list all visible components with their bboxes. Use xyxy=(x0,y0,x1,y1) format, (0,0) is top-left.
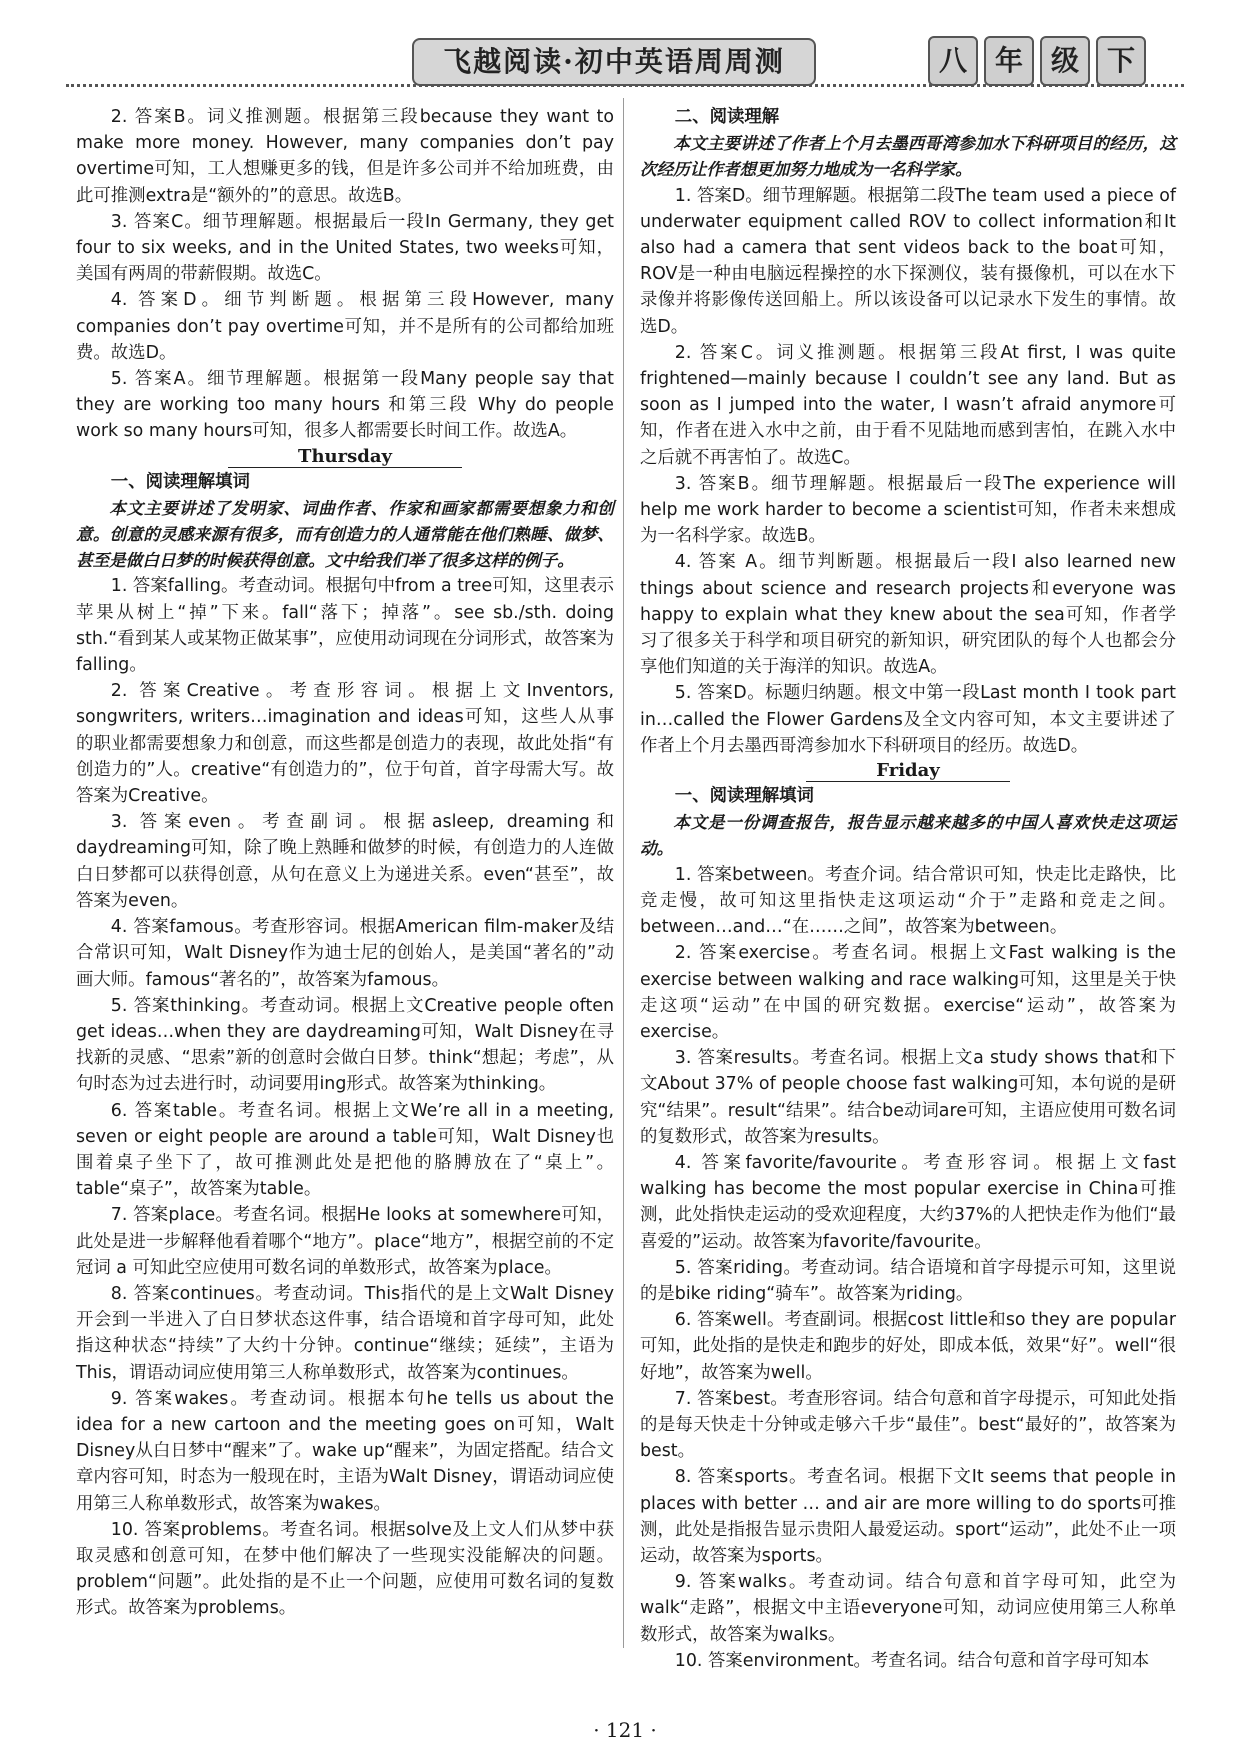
answer-paragraph: 5. 答案D。标题归纳题。根文中第一段Last month I took part in…called the Flower Gardens及全文内容可知，本文主要讲述了作者上个月去墨西哥湾参加水下科研项目的经历。故选D。 xyxy=(640,683,1176,756)
column-divider xyxy=(623,98,624,1648)
day-heading-thursday xyxy=(76,445,614,469)
answer-paragraph: 4. 答案favorite/favourite。考查形容词。根据上文fast walking has become the most popular exercise in China可推测，此处指快走运动的受欢迎程度，大约37%的人把快走作为他们“最喜爱的”运动。故答案为favorite/favourite。 xyxy=(640,1152,1176,1252)
page-number: · 121 · xyxy=(593,1718,657,1742)
answer-paragraph: 1. 答案between。考查介词。结合常识可知，快走比走路快，比竞走慢，故可知这里指快走这项运动“介于”走路和竞走之间。between…and…“在……之间”，故答案为between。 xyxy=(640,864,1176,938)
answer-paragraph: 10. 答案environment。考查名词。结合句意和首字母可知本 xyxy=(674,1650,1150,1671)
answer-paragraph: 5. 答案A。细节理解题。根据第一段Many people say that they are working too many hours 和第三段 Why do people work so many hours可知，很多人都需要长时间工作。故选A。 xyxy=(76,369,614,442)
answer-paragraph: 9. 答案walks。考查动词。结合句意和首字母可知，此空为walk“走路”，根据文中主语everyone可知，动词应使用第三人称单数形式，故答案为walks。 xyxy=(640,1572,1176,1645)
answer-paragraph: 5. 答案riding。考查动词。结合语境和首字母提示可知，这里说的是bike riding“骑车”。故答案为riding。 xyxy=(640,1257,1176,1304)
header-dotted-rule xyxy=(66,84,1184,89)
answer-paragraph: 7. 答案best。考查形容词。结合句意和首字母提示，可知此处指的是每天快走十分钟或走够六千步“最佳”。best“最好的”，故答案为best。 xyxy=(640,1388,1176,1462)
answer-paragraph: 2. 答案C。词义推测题。根据第三段At first, I was quite frightened—mainly because I couldn’t see any land. But as soon as I jumped into the water, I wasn’t afraid anymore可知，作者在进入水中之前，由于看不见陆地而感到害怕，在跳入水中之后就不再害怕了。故选C。 xyxy=(640,342,1176,468)
book-title-banner: 飞越阅读·初中英语周周测 xyxy=(412,38,816,86)
day-heading-label: Friday xyxy=(806,760,1010,782)
answer-paragraph: 3. 答案C。细节理解题。根据最后一段In Germany, they get four to six weeks, and in the United States, two weeks可知，美国有两周的带薪假期。故选C。 xyxy=(76,211,614,285)
answer-paragraph: 8. 答案continues。考查动词。This指代的是上文Walt Disney开会到一半进入了白日梦状态这件事，结合语境和首字母可知，此处指这种状态“持续”了大约十分钟。continue“继续；延续”，主语为This，谓语动词应使用第三人称单数形式，故答案为continues。 xyxy=(76,1283,614,1383)
grade-char: 下 xyxy=(1096,36,1146,86)
answer-paragraph: 10. 答案problems。考查名词。根据solve及上文人们从梦中获取灵感和创意可知，在梦中他们解决了一些现实没能解决的问题。problem“问题”。此处指的是不止一个问题，应使用可数名词的复数形式。故答案为problems。 xyxy=(76,1519,614,1619)
answer-paragraph: 5. 答案thinking。考查动词。根据上文Creative people often get ideas…when they are daydreaming可知，Walt Disney在寻找新的灵感、“思索”新的创意时会做白日梦。think“想起；考虑”，从句时态为过去进行时，动词要用ing形式。故答案为thinking。 xyxy=(76,995,614,1095)
section-title: 一、阅读理解填词 xyxy=(110,471,250,492)
grade-char: 年 xyxy=(984,36,1034,86)
answer-paragraph: 2. 答案exercise。考查名词。根据上文Fast walking is the exercise between walking and race walking可知，这里是关于快走这项“运动”在中国的研究数据。exercise“运动”，故答案为exercise。 xyxy=(640,943,1176,1042)
answer-paragraph: 8. 答案sports。考查名词。根据下文It seems that people in places with better … and air are more willing to do sports可推测，此处是指报告显示贵阳人最爱运动。sport“运动”，此处不止一项运动，故答案为sports。 xyxy=(640,1467,1176,1566)
answer-paragraph: 4. 答案famous。考查形容词。根据American film-maker及结合常识可知，Walt Disney作为迪士尼的创始人，是美国“著名的”动画大师。famous“著名的”，故答案为famous。 xyxy=(76,917,614,990)
passage-summary: 本文主要讲述了作者上个月去墨西哥湾参加水下科研项目的经历，这次经历让作者想更加努力地成为一名科学家。 xyxy=(640,133,1176,180)
answer-paragraph: 1. 答案D。细节理解题。根据第二段The team used a piece of underwater equipment called ROV to collect information和It also had a camera that sent videos back to the boat可知，ROV是一种由电脑远程操控的水下探测仪，装有摄像机，可以在水下录像并将影像传送回船上。所以该设备可以记录水下发生的事情。故选D。 xyxy=(640,185,1176,337)
section-title: 一、阅读理解填词 xyxy=(674,786,814,807)
answer-paragraph: 3. 答案results。考查名词。根据上文a study shows that和下文About 37% of people choose fast walking可知，本句说的是研究“结果”。result“结果”。结合be动词are可知，主语应使用可数名词的复数形式，故答案为results。 xyxy=(640,1048,1176,1147)
right-column xyxy=(640,104,1176,1674)
answer-paragraph: 3. 答案even。考查副词。根据asleep, dreaming和daydreaming可知，除了晚上熟睡和做梦的时候，有创造力的人连做白日梦都可以获得创意，从句在意义上为递进关系。even“甚至”，故答案为even。 xyxy=(76,812,614,911)
answer-paragraph: 4. 答案D。细节判断题。根据第三段However, many companies don’t pay overtime可知，并不是所有的公司都给加班费。故选D。 xyxy=(76,290,614,363)
answer-paragraph: 2. 答案Creative。考查形容词。根据上文Inventors, songwriters, writers…imagination and ideas可知，这些人从事的职业都需要想象力和创意，而这些都是创造力的表现，故此处指“有创造力的”人。creative“有创造力的”，位于句首，首字母需大写。故答案为Creative。 xyxy=(76,681,614,807)
left-column xyxy=(76,104,614,1622)
section-title: 二、阅读理解 xyxy=(674,107,780,127)
grade-char: 级 xyxy=(1040,36,1090,86)
grade-char: 八 xyxy=(928,36,978,86)
passage-summary: 本文主要讲述了发明家、词曲作者、作家和画家都需要想象力和创意。创意的灵感来源有很多，而有创造力的人通常能在他们熟睡、做梦、甚至是做白日梦的时候获得创意。文中给我们举了很多这样的例子。 xyxy=(76,497,614,571)
passage-summary: 本文是一份调查报告，报告显示越来越多的中国人喜欢快走这项运动。 xyxy=(640,812,1176,859)
grade-label xyxy=(928,36,1146,86)
answer-paragraph: 6. 答案well。考查副词。根据cost little和so they are popular可知，此处指的是快走和跑步的好处，即成本低，效果“好”。well“很好地”，故答案为well。 xyxy=(640,1310,1176,1383)
answer-paragraph: 9. 答案wakes。考查动词。根据本句he tells us about the idea for a new cartoon and the meeting goes on可知，Walt Disney从白日梦中“醒来”了。wake up“醒来”，为固定搭配。结合文章内容可知，时态为一般现在时，主语为Walt Disney，谓语动词应使用第三人称单数形式，故答案为wakes。 xyxy=(76,1388,614,1514)
page-header xyxy=(0,0,1250,80)
answer-paragraph: 1. 答案falling。考查动词。根据句中from a tree可知，这里表示苹果从树上“掉”下来。fall“落下；掉落”。see sb./sth. doing sth.“看到某人或某物正做某事”，应使用动词现在分词形式，故答案为falling。 xyxy=(76,576,614,676)
day-heading-friday xyxy=(640,759,1176,783)
answer-paragraph: 6. 答案table。考查名词。根据上文We’re all in a meeting, seven or eight people are around a table可知，Walt Disney也围着桌子坐下了，故可推测此处是把他的胳膊放在了“桌上”。table“桌子”，故答案为table。 xyxy=(76,1100,614,1200)
answer-paragraph: 7. 答案place。考查名词。根据He looks at somewhere可知，此处是进一步解释他看着哪个“地方”。place“地方”，根据空前的不定冠词 a 可知此空应使用可数名词的单数形式，故答案为place。 xyxy=(76,1205,614,1278)
answer-paragraph: 3. 答案B。细节理解题。根据最后一段The experience will help me work harder to become a scientist可知，作者未来想成为一名科学家。故选B。 xyxy=(640,473,1176,547)
day-heading-label: Thursday xyxy=(228,446,462,468)
answer-paragraph: 2. 答案B。词义推测题。根据第三段because they want to make more money. However, many companies don’t pay overtime可知，工人想赚更多的钱，但是许多公司并不给加班费，由此可推测extra是“额外的”的意思。故选B。 xyxy=(76,107,614,206)
answer-paragraph: 4. 答案 A。细节判断题。根据最后一段I also learned new things about science and research projects和everyone was happy to explain what they knew about the sea可知，作者学习了很多关于科学和项目研究的新知识，研究团队的每个人也都会分享他们知道的关于海洋的知识。故选A。 xyxy=(640,552,1176,678)
